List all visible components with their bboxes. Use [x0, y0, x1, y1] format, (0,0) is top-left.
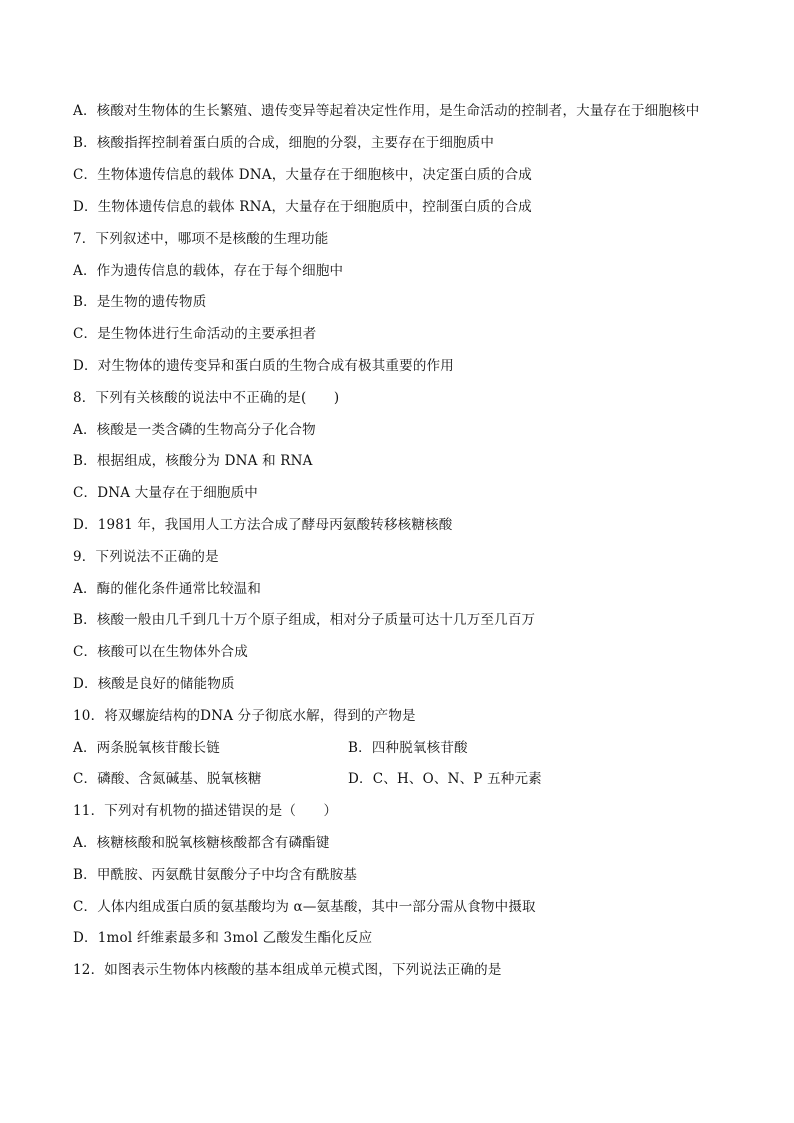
q10-option-a: A．两条脱氧核苷酸长链	[73, 740, 220, 756]
q10-option-b: B．四种脱氧核苷酸	[348, 740, 468, 756]
q7-stem: 7．下列叙述中，哪项不是核酸的生理功能	[73, 231, 329, 247]
q8-option-d: D．1981 年，我国用人工方法合成了酵母丙氨酸转移核糖核酸	[73, 517, 453, 533]
q8-option-c: C．DNA 大量存在于细胞质中	[73, 485, 259, 501]
q9-stem: 9．下列说法不正确的是	[73, 549, 219, 565]
q9-option-b: B．核酸一般由几千到几十万个原子组成，相对分子质量可达十几万至几百万	[73, 612, 536, 628]
q11-stem: 11．下列对有机物的描述错误的是（ ）	[73, 803, 338, 819]
q11-option-a: A．核糖核酸和脱氧核糖核酸都含有磷酯键	[73, 835, 330, 851]
q10-option-c: C．磷酸、含氮碱基、脱氧核糖	[73, 771, 262, 787]
q7-option-c: C．是生物体进行生命活动的主要承担者	[73, 326, 317, 342]
q9-option-a: A．酶的催化条件通常比较温和	[73, 581, 262, 597]
q6-option-a: A．核酸对生物体的生长繁殖、遗传变异等起着决定性作用，是生命活动的控制者，大量存在于细胞核中	[73, 103, 700, 119]
q6-option-d: D．生物体遗传信息的载体 RNA，大量存在于细胞质中，控制蛋白质的合成	[73, 199, 532, 215]
q10-option-d: D．C、H、O、N、P 五种元素	[348, 771, 542, 787]
q11-option-b: B．甲酰胺、丙氨酰甘氨酸分子中均含有酰胺基	[73, 867, 358, 883]
q9-option-d: D．核酸是良好的储能物质	[73, 676, 235, 692]
q9-option-c: C．核酸可以在生物体外合成	[73, 644, 248, 660]
q8-stem: 8．下列有关核酸的说法中不正确的是( )	[73, 390, 340, 406]
q7-option-b: B．是生物的遗传物质	[73, 294, 207, 310]
q7-option-d: D．对生物体的遗传变异和蛋白质的生物合成有极其重要的作用	[73, 358, 454, 374]
q12-stem: 12．如图表示生物体内核酸的基本组成单元模式图，下列说法正确的是	[73, 962, 502, 978]
q7-option-a: A．作为遗传信息的载体，存在于每个细胞中	[73, 263, 344, 279]
q6-option-b: B．核酸指挥控制着蛋白质的合成，细胞的分裂，主要存在于细胞质中	[73, 135, 495, 151]
q10-stem: 10．将双螺旋结构的DNA 分子彻底水解，得到的产物是	[73, 708, 416, 724]
q6-option-c: C．生物体遗传信息的载体 DNA，大量存在于细胞核中，决定蛋白质的合成	[73, 167, 533, 183]
q11-option-c: C．人体内组成蛋白质的氨基酸均为 α—氨基酸，其中一部分需从食物中摄取	[73, 899, 536, 915]
q8-option-a: A．核酸是一类含磷的生物高分子化合物	[73, 422, 316, 438]
q11-option-d: D．1mol 纤维素最多和 3mol 乙酸发生酯化反应	[73, 930, 373, 946]
q8-option-b: B．根据组成，核酸分为 DNA 和 RNA	[73, 453, 313, 469]
